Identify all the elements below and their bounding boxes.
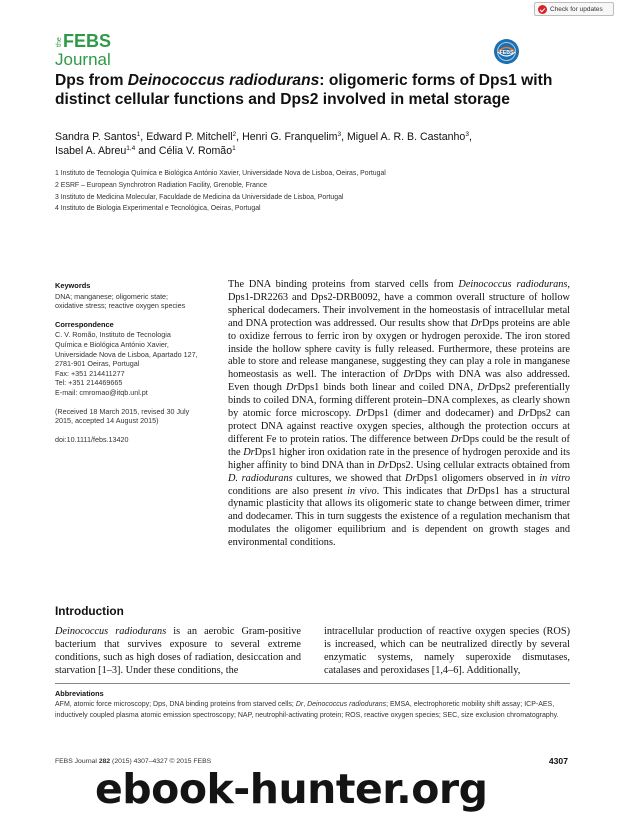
text-run: Dps1 has a structural dynamic plasticity that allows its oligomeric state to change between dimer, trimer and dodecamer. This in turn suggests the existence of a regulation mechanism that modulates the oligomer equilibrium and is dependent on growth stages and environmental conditions. [228,485,571,549]
abbreviations-heading: Abbreviations [55,689,104,698]
italic-text: Deinococcus radiodurans [458,279,568,290]
keywords-line: oxidative stress; reactive oxygen species [55,301,186,311]
italic-text: Dr [477,382,489,394]
page-number: 4307 [548,756,568,766]
text-run: ; EMSA, electrophoretic mobility shift assay; ICP-AES, inductively coupled plasma atomic emission spectroscopy; NAP, neutrophil-activating protein; ROS, reactive oxygen species; SEC, size exclusion chromatography. [55,701,559,719]
text-run: Dps1 oligomers observed in [416,472,540,484]
text-run: . This indicates that [376,485,467,497]
affiliation-line: 1 Instituto de Tecnologia Química e Biológica António Xavier, Universidade Nova de Lisboa, Oeiras, Portugal [55,170,386,177]
author-list [55,130,575,158]
svg-text:the: the [56,37,63,47]
abstract-text [228,279,570,550]
text-run: Dps could be the result of the [228,433,570,458]
italic-text: Dr [470,317,483,329]
author-name: Miguel A. R. B. Castanho [346,131,466,143]
author-affiliation-marker: 3 [465,131,469,138]
text-run: Dps1 higher iron oxidation rate in the presence of hydrogen peroxide and its higher affinity to bind DNA than in [228,446,570,471]
text-run: intracellular production of reactive oxygen species (ROS) is increased, which can be neutralized directly by several enzymatic systems, namely superoxide dismutases, catalases and peroxidases [1,4–6]. Additionally, [324,626,570,676]
title-text: Dps from [55,72,128,89]
correspondence-line: Química e Biológica António Xavier, [55,339,169,349]
correspondence-heading: Correspondence [55,319,114,329]
text-run: Dps proteins are able to oxidize ferrous to ferric iron by oxygen or hydrogen peroxide. The iron stored inside the hollow sphere cavity is fully released. Furthermore, these proteins are able to store and release manganese, suggesting they can play a role in manganese homeostasis as well. The interaction of [228,317,570,381]
text-run: , Dps1-DR2263 and Dps2-DRB0092, have a common overall structure of hollow spherical dodecamers. Their involvement in the homeostasis of intracellular metal and DNA protection was addressed. Our results show that [228,279,570,329]
footer-rest: (2015) 4307–4327 © 2015 FEBS [110,758,212,765]
abbreviations-text [55,700,570,721]
svg-text:Journal: Journal [55,50,111,69]
text-run: Dps2 can protect DNA against reactive oxygen species, although the protection occurs at different Fe to protein ratios. The difference between [228,408,570,445]
italic-text: Dr [466,485,479,497]
correspondence-email[interactable]: E-mail: cmromao@itqb.unl.pt [55,387,148,397]
author-separator: , [468,131,472,143]
italic-text: Dr [517,408,530,420]
correspondence-tel: Tel: +351 214469665 [55,378,123,388]
text-run: , [303,701,308,708]
febs-emblem-icon [493,38,520,65]
author-affiliation-marker: 3 [337,131,342,138]
affiliation-list [55,168,575,215]
author-affiliation-marker: 1 [136,131,141,138]
text-run: AFM, atomic force microscopy; Dps, DNA binding proteins from starved cells; [55,701,296,708]
title-species: Deinococcus radiodurans [127,72,320,89]
correspondence-block [55,320,225,398]
text-run: Dps1 binds both linear and coiled DNA, [297,382,478,394]
received-line: (Received 18 March 2015, revised 30 July [55,406,190,416]
author-name: Isabel A. Abreu [55,145,127,157]
watermark-text: ebook-hunter.org [95,765,488,813]
italic-text: Dr [377,459,389,471]
text-run: cultures, we showed that [292,472,406,484]
correspondence-fax: Fax: +351 214411277 [55,368,125,378]
italic-text: D. radiodurans [228,472,293,484]
footer-volume: 282 [98,758,111,765]
text-run: Dps with DNA was also addressed. Even though [228,369,570,394]
author-affiliation-marker: 1,4 [126,145,136,152]
introduction-column-left [55,626,301,678]
keywords-line: DNA; manganese; oligomeric state; [55,291,169,301]
text-run: is an aerobic Gram-positive bacterium that survives exposure to several extreme conditions, such as high doses of radiation, desiccation and starvation [1–3]. Under these conditions, the [55,626,301,676]
italic-text: Dr [295,701,304,708]
article-info-sidebar [55,281,225,453]
abbreviations-divider [55,683,570,684]
author-name: Célia V. Romão [158,145,233,157]
italic-text: Dr [355,408,368,420]
svg-text:FEBS: FEBS [63,31,112,51]
italic-text: Dr [286,382,298,394]
text-run: Dps2. Using cellular extracts obtained from [388,459,570,471]
affiliation-line: 2 ESRF – European Synchrotron Radiation Facility, Grenoble, France [55,181,268,189]
check-for-updates-button[interactable] [534,2,614,16]
italic-text: Deinococcus radiodurans [55,626,167,637]
text-run: Dps1 (dimer and dodecamer) and [367,408,518,420]
author-name: Henri G. Franquelim [242,131,338,143]
title-text-rest: : oligomeric forms of Dps1 with distinct cellular functions and Dps2 involved in metal storage [55,72,553,108]
author-name: Edward P. Mitchell [146,131,233,143]
author-separator: , [140,131,147,143]
author-affiliation-marker: 2 [232,131,237,138]
doi-link[interactable]: doi:10.1111/febs.13420 [55,434,129,444]
introduction-heading: Introduction [55,604,124,618]
italic-text: Dr [405,472,417,484]
italic-text: in vitro [539,472,571,484]
italic-text: Dr [403,369,415,381]
affiliation-line: 4 Instituto de Biologia Experimental e Tecnológica, Oeiras, Portugal [55,205,261,213]
text-run: The DNA binding proteins from starved cells from [228,279,459,290]
introduction-column-right [324,626,570,678]
check-updates-icon [538,5,547,14]
article-title [55,72,575,109]
author-separator: and [135,145,159,157]
author-separator: , [236,131,243,143]
italic-text: Dr [243,446,255,458]
author-affiliation-marker: 1 [232,145,236,152]
text-run: conditions are also present [228,485,348,497]
check-for-updates-label: Check for updates [550,5,603,13]
keywords-heading: Keywords [55,281,91,290]
text-run: Dps2 preferentially binds to coiled DNA, forming different protein–DNA complexes, as clearly shown by atomic force microscopy. [228,382,570,420]
received-dates-block [55,407,225,426]
italic-text: Deinococcus radiodurans [307,701,387,708]
correspondence-line: Universidade Nova de Lisboa, Apartado 127, [55,349,198,359]
received-line: 2015, accepted 14 August 2015) [55,416,159,426]
keywords-block [55,281,225,311]
correspondence-line: 2781-901 Oeiras, Portugal [55,359,140,369]
febs-journal-logo [55,30,125,74]
italic-text: in vivo [347,485,377,497]
author-separator: , [341,131,347,143]
footer-journal: FEBS Journal [55,758,99,765]
affiliation-line: 3 Instituto de Medicina Molecular, Faculdade de Medicina da Universidade de Lisboa, Portugal [55,193,344,201]
author-name: Sandra P. Santos [55,131,137,143]
svg-text:FEBS: FEBS [499,50,514,56]
italic-text: Dr [450,433,463,445]
correspondence-line: C. V. Romão, Instituto de Tecnologia [55,330,171,340]
